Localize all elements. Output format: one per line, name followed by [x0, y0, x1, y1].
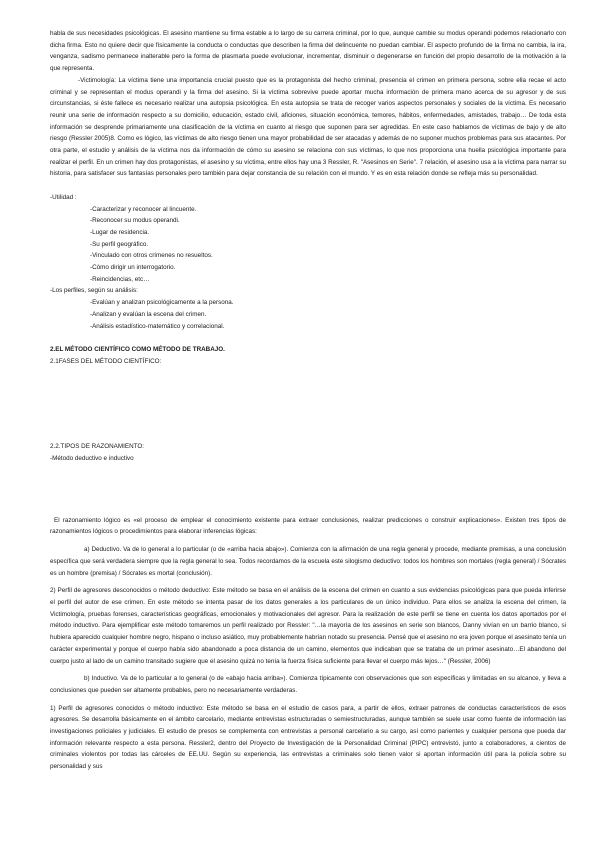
list-item: -Su perfil geográfico. — [90, 240, 149, 248]
document-page — [50, 28, 566, 773]
list-item: -Lugar de residencia. — [90, 228, 150, 236]
list-item: -Vinculado con otros crímenes no resueltos. — [90, 252, 213, 260]
perfiles-list — [50, 297, 566, 332]
paragraph-perfil-desconocidos: 2) Perfil de agresores desconocidos o método deductivo: Este método se basa en el análisis de la escena del crimen en cuanto a sus evidencias psicológicas para que pueda inferirse el perfil del autor de ese crimen. En este método se intenta pasar de los datos generales a los particulares de un único individuo. Para ellos se analiza la escena del crimen, la Victimología, pruebas forenses, características geográficas, emocionales y motivacionales del agresor. Para la realización de este perfil se tiene en cuenta los datos aportados por el método inductivo. Para ejemplificar este método tomaremos un perfil realizado por Ressler: "…la mayoría de los asesinos en serie son blancos, Danny vivían en un barrio blanco, si hubiera aparecido cualquier hombre negro, hispano o incluso asiático, muy probablemente habrían notado su presencia. Pensé que el asesino no era joven porque el asesinato tenía un carácter experimental y porque el cuerpo había sido abandonado a poca distancia de un camino, elementos que indicaban que se trataba de un primer asesinato…El abandono del cuerpo justo al lado de un camino transitado sugiere que el asesino quizá no tenía la fuerza física suficiente para llevar el cuerpo más lejos…" (Ressler, 2006) — [50, 587, 566, 665]
section-heading-fases: 2.1FASES DEL MÉTODO CIENTÍFICO: — [50, 357, 162, 365]
metodo-label: -Método deductivo e inductivo — [50, 455, 134, 463]
utilidad-label: -Utilidad : — [50, 193, 77, 201]
list-item: -Análisis estadístico-matemático y correlacional. — [90, 322, 225, 330]
paragraph-razonamiento: El razonamiento lógico es «el proceso de emplear el conocimiento existente para extraer conclusiones, realizar predicciones o construir explicaciones». Existen tres tipos de razonamientos lógicos o procedimientos para elaborar inferencias lógicas: — [50, 516, 566, 536]
list-item: -Analizan y evalúan la escena del crimen. — [90, 310, 207, 318]
section-heading-tipos: 2.2.TIPOS DE RAZONAMIENTO: — [50, 443, 145, 451]
paragraph-victimologia: -Victimología: La víctima tiene una importancia crucial puesto que es la protagonista del hecho criminal, presencia el crimen en primera persona, sobre ella recae el acto criminal y se representan el modus operandi y la firma del asesino. Si la víctima sobrevive puede aportar mucha información de primera mano acerca de su agresor y de sus circunstancias, si éste fallece es necesario realizar una autopsia psicológica. En esta autopsia se trata de recoger varios aspectos personales y sociales de la víctima. Es necesario reunir una serie de información respecto a su domicilio, educación, estado civil, aficiones, situación económica, temores, hábitos, enfermedades, amistades, trabajo… De toda esta información se desprende primariamente una clasificación de la víctima en cuanto al riesgo que suponen para ser agredidas. En este caso hablamos de víctimas de bajo y de alto riesgo (Ressler 2005)8. Como es lógico, las víctimas de alto riesgo tienen una mayor probabilidad de ser atacadas y además de no suponer muchos problemas para sus atacantes. Por otra parte, el estudio y análisis de la víctima nos da información de cómo su asesino se relaciona con sus víctimas, lo que nos proporciona una huella psicológica importante para realizar el perfil. En un crimen hay dos protagonistas, el asesino y su víctima, entre ellos hay una 3 Ressler, R. "Asesinos en Serie". 7 relación, el asesino usa a la víctima para narrar su historia, para satisfacer sus fantasías personales pero también para dejar constancia de su relación con el mundo. Y es en esta relación donde se refleja más su personalidad. — [50, 76, 566, 178]
utilidad-list — [50, 204, 566, 286]
list-item: -Evalúan y analizan psicológicamente a la persona. — [90, 299, 234, 307]
perfiles-label: -Los perfiles, según su análisis: — [50, 287, 138, 295]
list-item: -Reincidencias, etc… — [90, 275, 150, 283]
paragraph-perfil-conocidos: 1) Perfil de agresores conocidos o método inductivo: Este método se basa en el estudio de casos para, a partir de ellos, extraer patrones de conductas característicos de esos agresores. Se desarrolla básicamente en el ámbito carcelario, mediante entrevistas estructuradas o semiestructuradas, aunque también se suele usar como fuente de información las investigaciones policiales y judiciales. El estudio de presos se complementa con entrevistas a personal carcelario a su cargo, así como parientes y cualquier persona que pueda dar información relevante respecto a esta persona. Ressler2, dentro del Proyecto de Investigación de la Personalidad Criminal (PIPC) entrevistó, junto a colaboradores, a cientos de criminales violentos por todas las cárceles de EE.UU. Según su experiencia, las entrevistas a criminales solo tienen valor si aportan información útil para la policía sobre su personalidad y sus — [50, 704, 566, 771]
list-item: -Caracterizar y reconocer al lincuente. — [90, 205, 197, 213]
section-heading-method: 2.EL MÉTODO CIENTÍFICO COMO MÉTODO DE TRABAJO. — [50, 345, 225, 353]
list-item: -Reconocer su modus operandi. — [90, 217, 180, 225]
paragraph-firma: habla de sus necesidades psicológicas. El asesino mantiene su firma estable a lo largo de su carrera criminal, por lo que, aunque cambie su modus operandi podemos relacionarlo con dicha firma. Esto no quiere decir que físicamente la conducta o conductas que describen la firma del delincuente no puedan cambiar. El aspecto profundo de la firma no cambia, la ira, venganza, sadismo permanece inalterable pero la forma de plasmarla puede evolucionar, incrementar, disminuir o degenerarse en función del propio desarrollo de la motivación a la que representa. — [50, 30, 566, 73]
list-item: -Cómo dirigir un interrogatorio. — [90, 264, 176, 272]
paragraph-inductivo: b) Inductivo. Va de lo particular a lo general (o de «abajo hacia arriba»). Comienza típicamente con observaciones que son específicas y limitadas en su alcance, y lleva a conclusiones que pueden ser altamente probables, pero no necesariamente verdaderas. — [50, 675, 566, 694]
paragraph-deductivo: a) Deductivo. Va de lo general a lo particular (o de «arriba hacia abajo»). Comienza con la afirmación de una regla general y procede, mediante premisas, a una conclusión específica que será verdadera siempre que la regla general lo sea. Todos recordamos de la escuela este silogismo deductivo: todos los hombres son mortales (regla general) / Sócrates es un hombre (premisa) / Sócrates es mortal (conclusión). — [50, 546, 566, 577]
